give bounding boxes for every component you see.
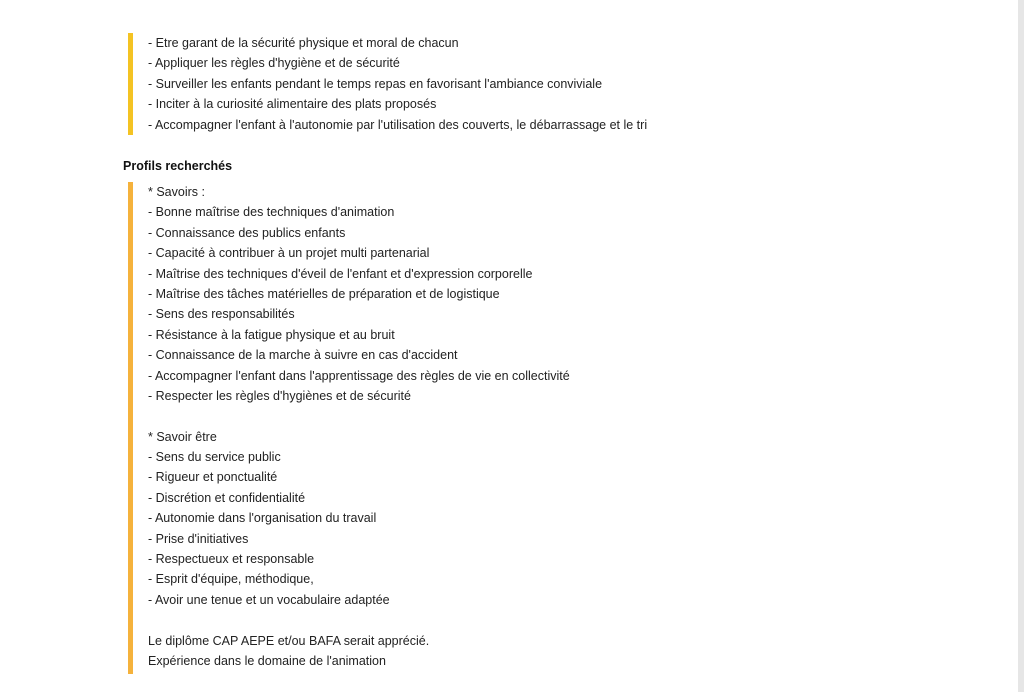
list-item: - Discrétion et confidentialité [148, 490, 306, 505]
list-item: - Accompagner l'enfant à l'autonomie par l'utilisation des couverts, le débarrassage et le tri [148, 117, 648, 132]
savoir-etre-heading: * Savoir être [148, 429, 217, 444]
list-item: - Inciter à la curiosité alimentaire des plats proposés [148, 97, 437, 112]
list-item: - Connaissance des publics enfants [148, 225, 346, 240]
list-item: - Etre garant de la sécurité physique et moral de chacun [148, 36, 459, 50]
list-item: - Sens du service public [148, 450, 281, 465]
list-item: - Bonne maîtrise des techniques d'animation [148, 205, 395, 220]
profiles-section-title: Profils recherchés [123, 159, 233, 173]
list-item: - Maîtrise des techniques d'éveil de l'enfant et d'expression corporelle [148, 266, 533, 281]
list-item: - Esprit d'équipe, méthodique, [148, 572, 314, 587]
list-item: - Connaissance de la marche à suivre en cas d'accident [148, 348, 458, 363]
list-item: - Capacité à contribuer à un projet multi partenarial [148, 246, 430, 261]
savoirs-heading: * Savoirs : [148, 185, 205, 199]
list-item: - Autonomie dans l'organisation du travail [148, 511, 377, 526]
blank-line [148, 610, 748, 630]
blank-line [148, 406, 748, 426]
diploma-text: Le diplôme CAP AEPE et/ou BAFA serait apprécié. [148, 633, 430, 648]
list-item: - Résistance à la fatigue physique et au bruit [148, 327, 395, 342]
list-item: - Prise d'initiatives [148, 531, 249, 546]
list-item: - Sens des responsabilités [148, 307, 295, 322]
missions-list [128, 33, 748, 135]
list-item: - Avoir une tenue et un vocabulaire adaptée [148, 592, 390, 607]
profiles-content [128, 182, 748, 674]
list-item: - Respecter les règles d'hygiènes et de sécurité [148, 388, 411, 403]
list-item: - Maîtrise des tâches matérielles de préparation et de logistique [148, 286, 500, 301]
list-item: - Accompagner l'enfant dans l'apprentissage des règles de vie en collectivité [148, 368, 570, 383]
list-item: - Respectueux et responsable [148, 552, 315, 567]
experience-text: Expérience dans le domaine de l'animation [148, 653, 386, 668]
page-right-edge [1018, 0, 1024, 692]
list-item: - Rigueur et ponctualité [148, 470, 278, 485]
list-item: - Appliquer les règles d'hygiène et de sécurité [148, 56, 400, 71]
list-item: - Surveiller les enfants pendant le temps repas en favorisant l'ambiance conviviale [148, 76, 603, 91]
